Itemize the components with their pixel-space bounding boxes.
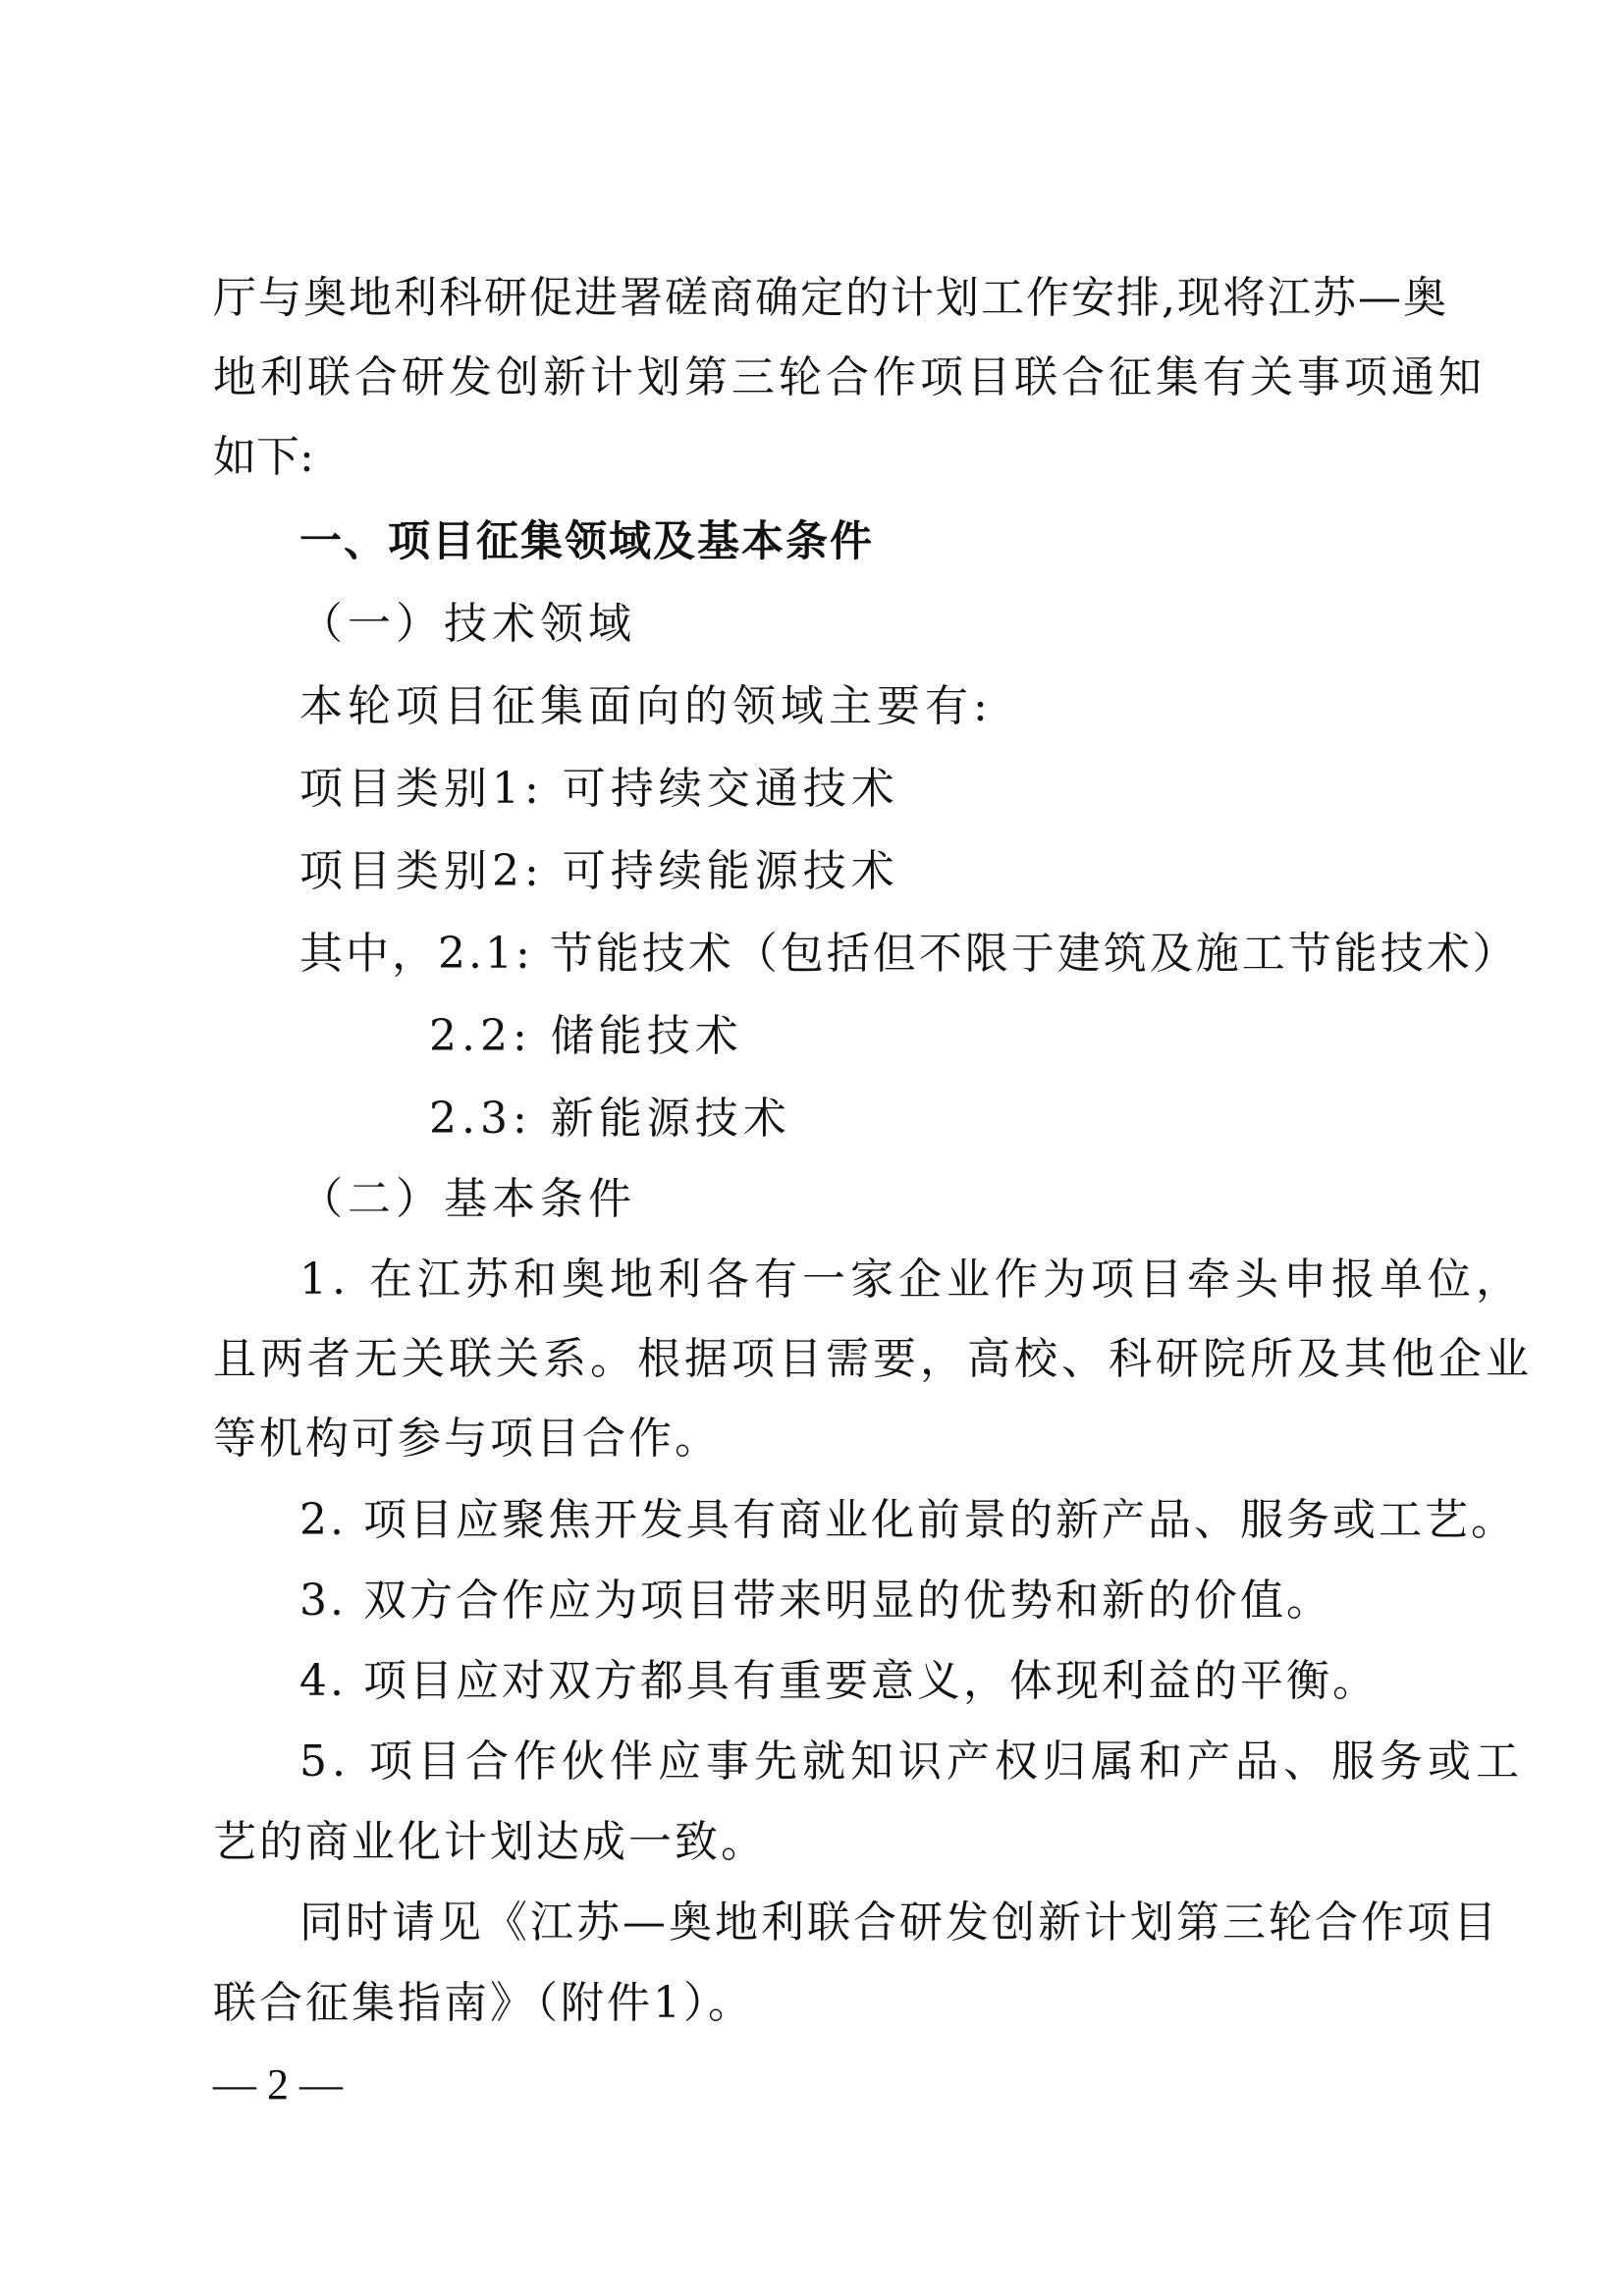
category-item: 项目类别1: 可持续交通技术 bbox=[299, 764, 899, 814]
section-heading: 一、项目征集领域及基本条件 bbox=[299, 517, 874, 566]
condition-item: 等机构可参与项目合作。 bbox=[213, 1414, 721, 1464]
condition-item: 1. 在江苏和奥地利各有一家企业作为项目牵头申报单位， bbox=[299, 1255, 1524, 1305]
category-item: 2.2: 储能技术 bbox=[429, 1011, 743, 1061]
reference-text: 联合征集指南》（附件1）。 bbox=[213, 1978, 754, 2028]
subsection-heading: （一）技术领域 bbox=[299, 599, 636, 649]
body-text-line: 如下: bbox=[213, 432, 314, 482]
category-item: 项目类别2: 可持续能源技术 bbox=[299, 846, 899, 896]
condition-item: 4. 项目应对双方都具有重要意义，体现利益的平衡。 bbox=[299, 1656, 1379, 1706]
condition-item: 3. 双方合作应为项目带来明显的优势和新的价值。 bbox=[299, 1575, 1332, 1626]
subsection-heading: （二）基本条件 bbox=[299, 1174, 636, 1224]
page-number: — 2 — bbox=[213, 2060, 343, 2109]
body-text-line: 本轮项目征集面向的领域主要有: bbox=[299, 681, 993, 731]
reference-text: 同时请见《江苏—奥地利联合研发创新计划第三轮合作项目 bbox=[299, 1897, 1499, 1948]
condition-item: 艺的商业化计划达成一致。 bbox=[213, 1817, 767, 1867]
condition-item: 2. 项目应聚焦开发具有商业化前景的新产品、服务或工艺。 bbox=[299, 1495, 1517, 1545]
condition-item: 且两者无关联关系。根据项目需要，高校、科研院所及其他企业 bbox=[213, 1334, 1533, 1384]
body-text-line: 地利联合研发创新计划第三轮合作项目联合征集有关事项通知 bbox=[213, 352, 1486, 402]
condition-item: 5. 项目合作伙伴应事先就知识产权归属和产品、服务或工 bbox=[299, 1736, 1524, 1787]
category-item: 其中，2.1: 节能技术（包括但不限于建筑及施工节能技术） bbox=[299, 929, 1519, 979]
body-text-line: 厅与奥地利科研促进署磋商确定的计划工作安排,现将江苏—奥 bbox=[213, 273, 1448, 323]
category-item: 2.3: 新能源技术 bbox=[429, 1094, 791, 1144]
